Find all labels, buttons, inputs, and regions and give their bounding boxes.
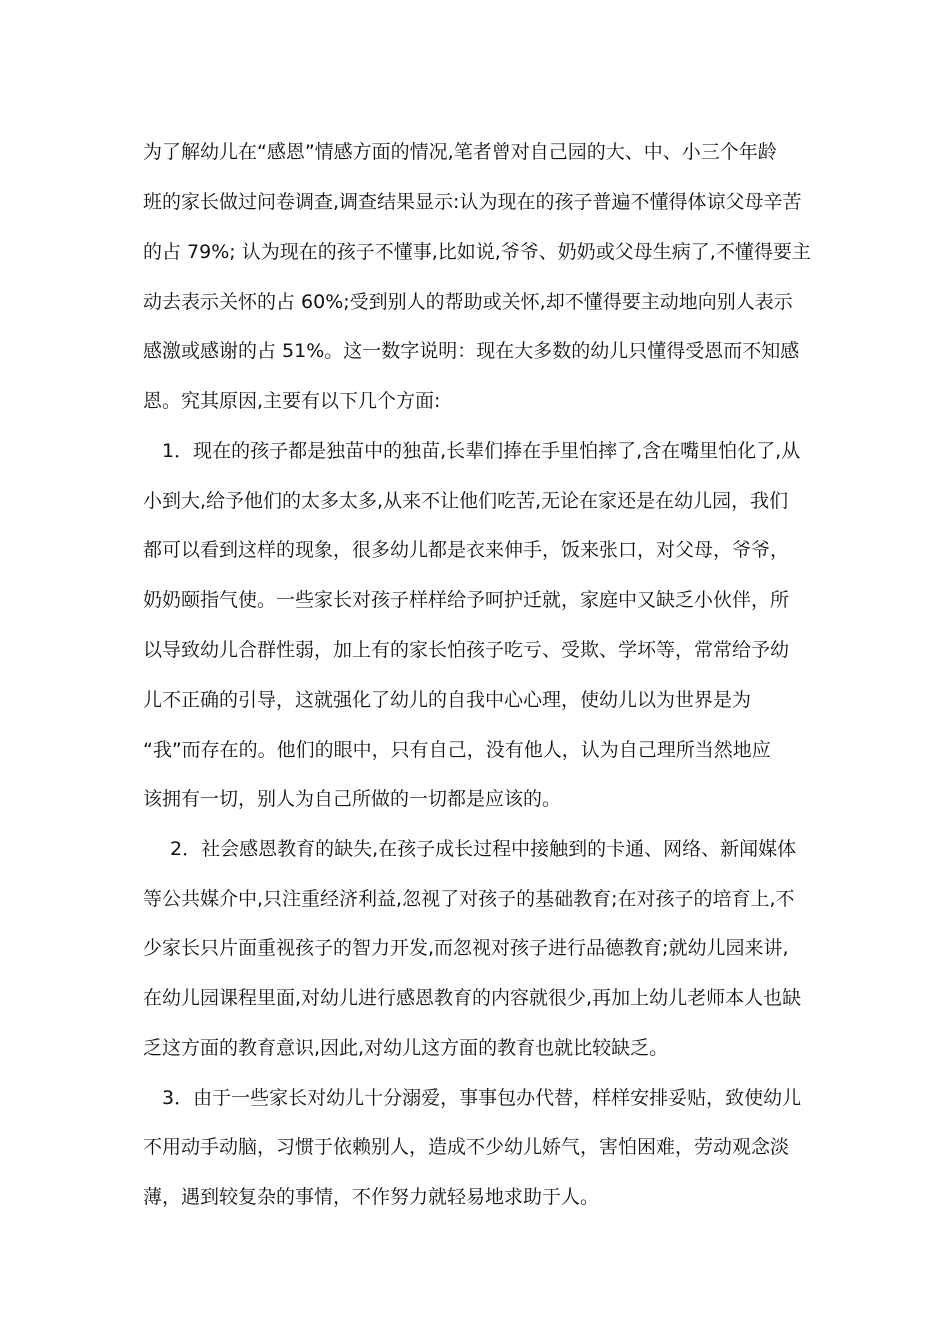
text-line: 不用动手动脑，习惯于依赖别人，造成不少幼儿娇气，害怕困难，劳动观念淡 — [143, 1136, 790, 1158]
text-line: 都可以看到这样的现象，很多幼儿都是衣来伸手，饭来张口，对父母，爷爷， — [143, 539, 790, 561]
text-line: 薄，遇到较复杂的事情，不作努力就轻易地求助于人。 — [143, 1186, 600, 1208]
text-line: 恩。究其原因,主要有以下几个方面: — [143, 390, 441, 412]
text-line: 以导致幼儿合群性弱，加上有的家长怕孩子吃亏、受欺、学坏等，常常给予幼 — [143, 639, 790, 661]
text-line: 感激或感谢的占 51%。这一数字说明：现在大多数的幼儿只懂得受恩而不知感 — [143, 340, 800, 362]
text-line: 3．由于一些家长对幼儿十分溺爱，事事包办代替，样样安排妥贴，致使幼儿 — [162, 1087, 802, 1109]
text-line: 少家长只片面重视孩子的智力开发,而忽视对孩子进行品德教育;就幼儿园来讲, — [143, 937, 789, 959]
text-line: 为了解幼儿在“感恩”情感方面的情况,笔者曾对自己园的大、中、小三个年龄 — [143, 141, 777, 163]
text-line: 班的家长做过问卷调查,调查结果显示:认为现在的孩子普遍不懂得体谅父母辛苦 — [143, 191, 802, 213]
text-line: 等公共媒介中,只注重经济利益,忽视了对孩子的基础教育;在对孩子的培育上,不 — [143, 888, 795, 910]
text-line: 乏这方面的教育意识,因此,对幼儿这方面的教育也就比较缺乏。 — [143, 1037, 669, 1059]
text-line: 儿不正确的引导，这就强化了幼儿的自我中心心理，使幼儿以为世界是为 — [143, 689, 752, 711]
text-line: 奶奶颐指气使。一些家长对孩子样样给予呵护迁就，家庭中又缺乏小伙伴，所 — [143, 589, 790, 611]
text-line: “我”而存在的。他们的眼中，只有自己，没有他人，认为自己理所当然地应 — [143, 739, 771, 761]
text-line: 1．现在的孩子都是独苗中的独苗,长辈们捧在手里怕摔了,含在嘴里怕化了,从 — [162, 440, 801, 462]
text-line: 的占 79%; 认为现在的孩子不懂事,比如说,爷爷、奶奶或父母生病了,不懂得要主 — [143, 241, 811, 263]
text-line: 2．社会感恩教育的缺失,在孩子成长过程中接触到的卡通、网络、新闻媒体 — [170, 838, 797, 860]
text-line: 该拥有一切，别人为自己所做的一切都是应该的。 — [143, 788, 562, 810]
text-line: 小到大,给予他们的太多太多,从来不让他们吃苦,无论在家还是在幼儿园，我们 — [143, 490, 789, 512]
text-line: 在幼儿园课程里面,对幼儿进行感恩教育的内容就很少,再加上幼儿老师本人也缺 — [143, 987, 802, 1009]
text-line: 动去表示关怀的占 60%;受到别人的帮助或关怀,却不懂得要主动地向别人表示 — [143, 291, 793, 313]
